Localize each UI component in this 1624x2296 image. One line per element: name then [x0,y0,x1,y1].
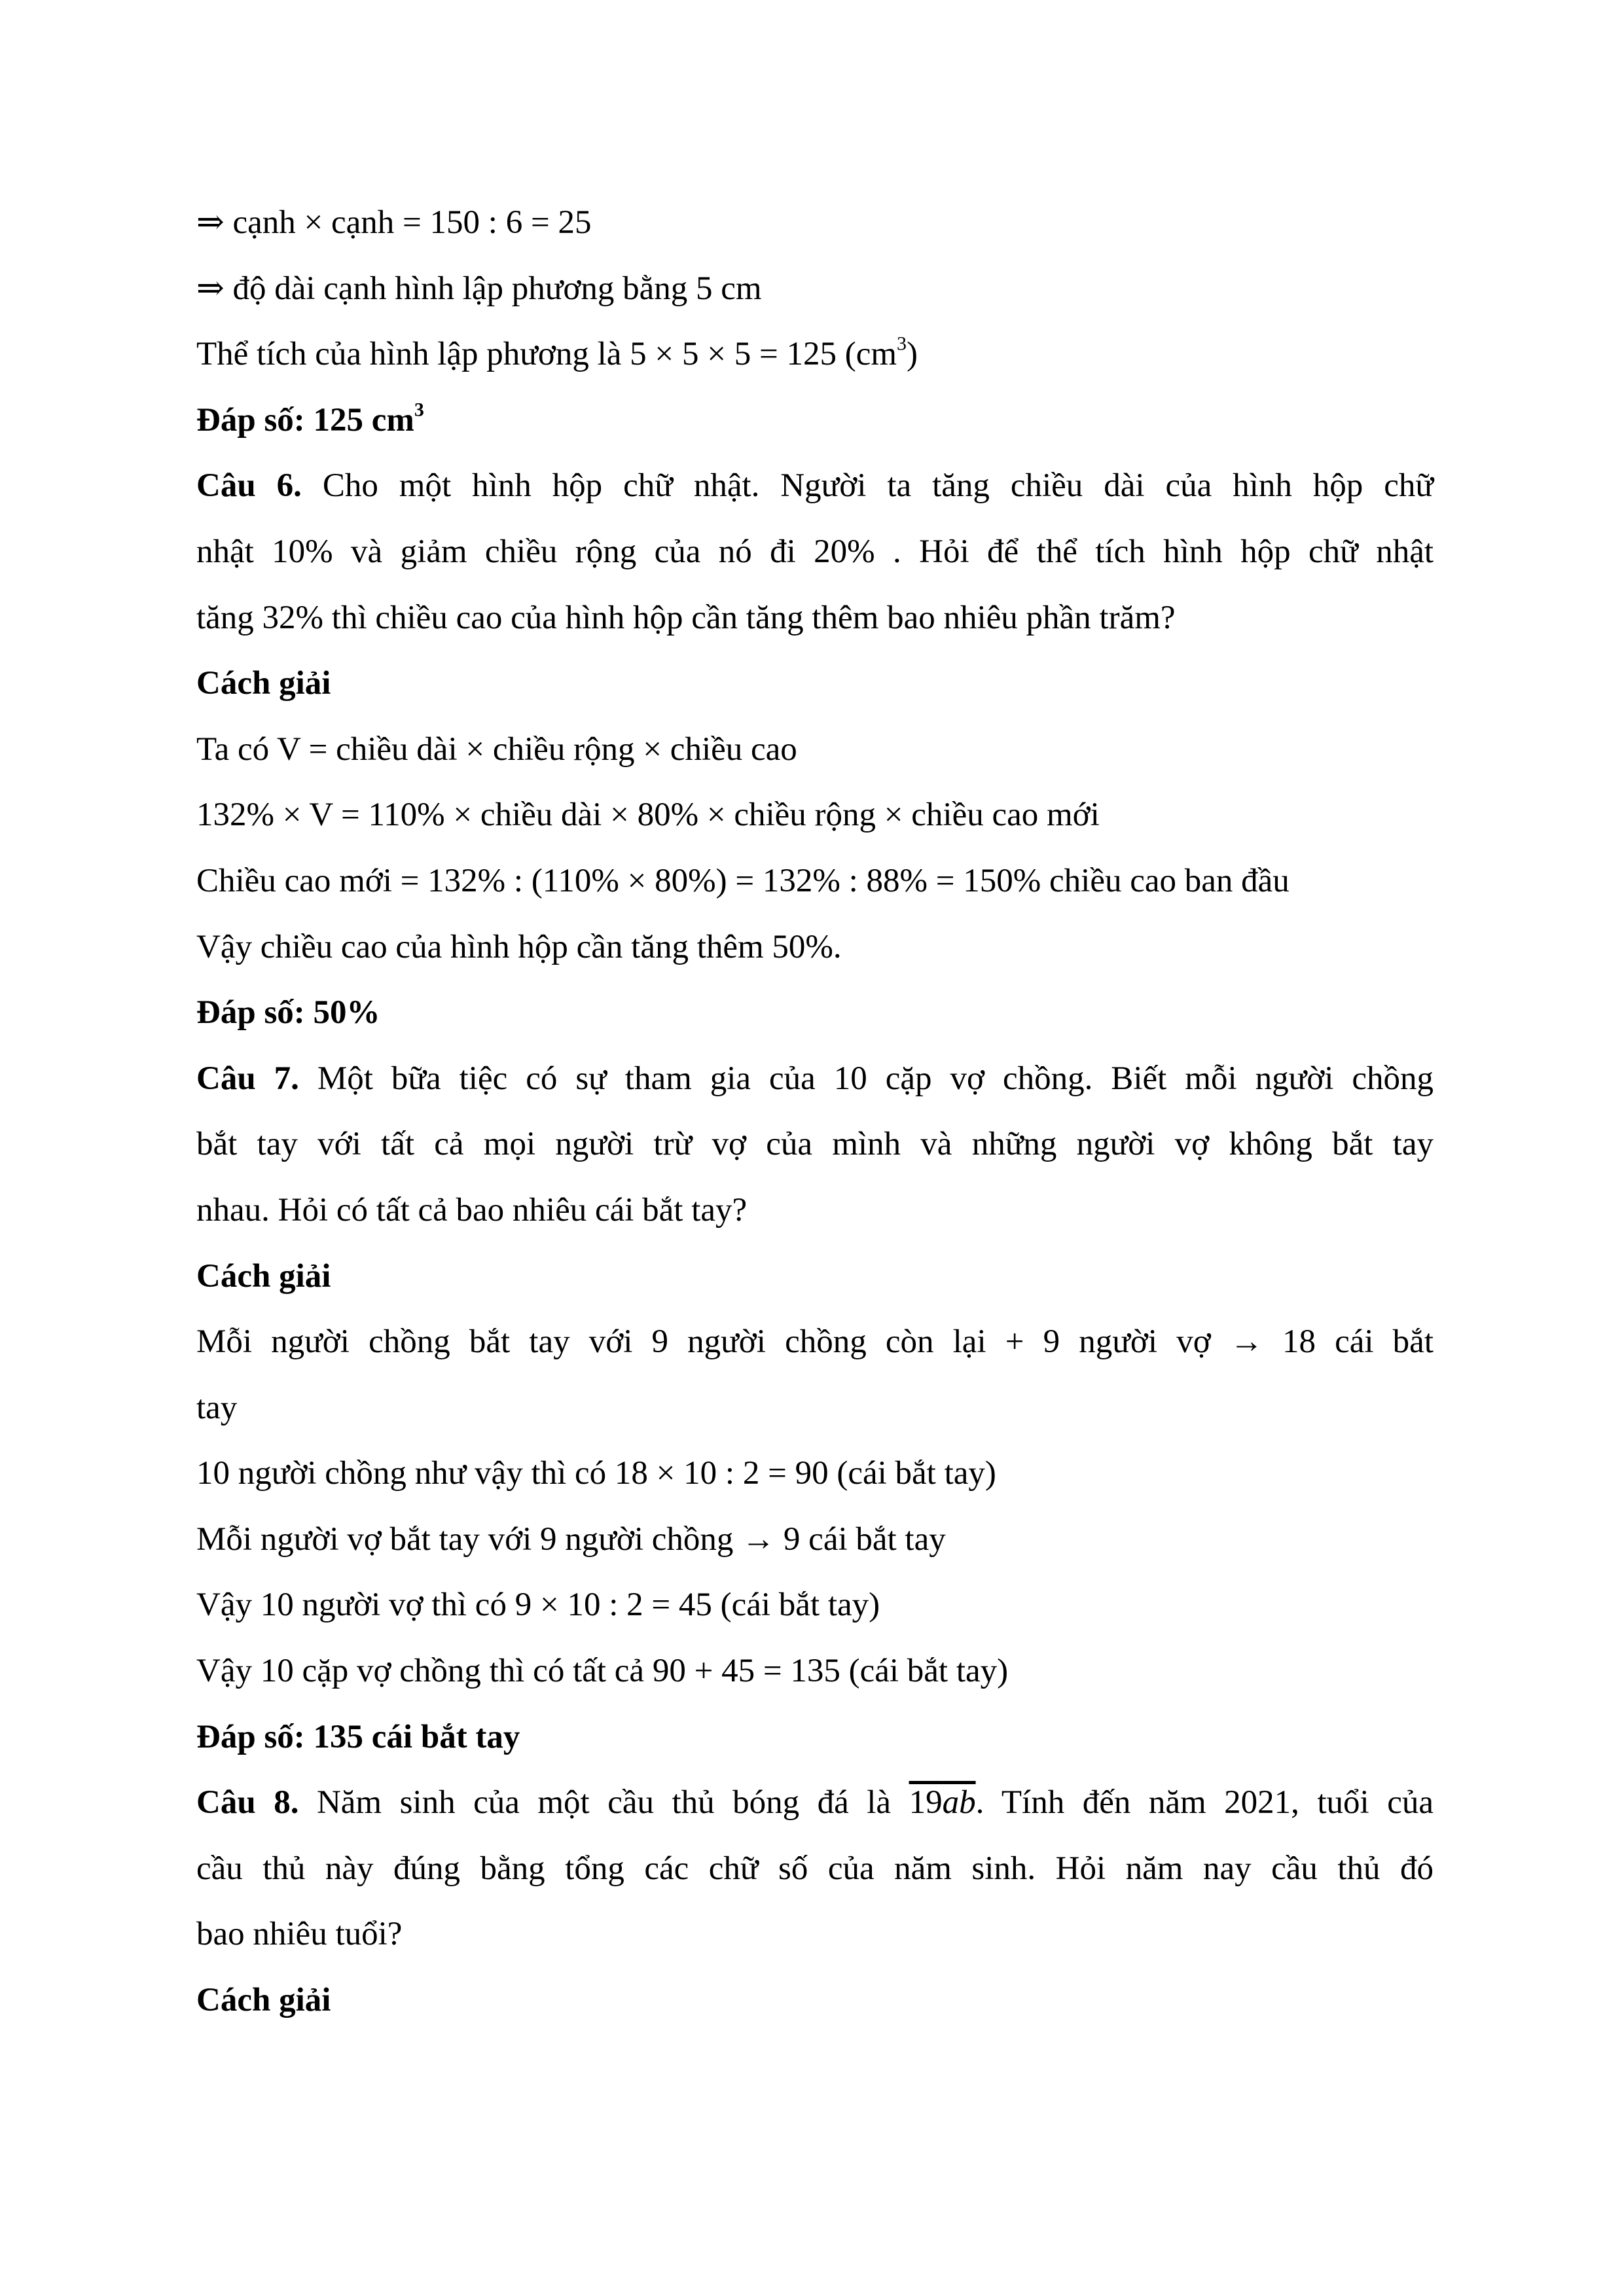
solution-line [196,717,1434,783]
question-text-end: . Tính đến năm 2021, tuổi của [975,1784,1434,1821]
solution-text: Vậy chiều cao của hình hộp cần tăng thêm 50%. [196,928,842,965]
question-text: nhật 10% và giảm chiều rộng của nó đi 20% . Hỏi để thể tích hình hộp chữ nhật [196,533,1434,570]
solution-line [196,782,1434,848]
solution-text: Mỗi người chồng bắt tay với 9 người chồng còn lại + 9 người vợ → 18 cái bắt [196,1323,1434,1361]
solution-text: Vậy 10 cặp vợ chồng thì có tất cả 90 + 45 = 135 (cái bắt tay) [196,1653,1009,1690]
solution-text: tay [196,1389,238,1426]
question-text: Cho một hình hộp chữ nhật. Người ta tăng chiều dài của hình hộp chữ [301,467,1434,505]
answer-line [196,980,1434,1046]
solution-line [196,914,1434,980]
question-line [196,585,1434,651]
solution-text: ⇒ cạnh × cạnh = 150 : 6 = 25 [196,204,592,241]
superscript: 3 [897,332,907,355]
solution-line [196,190,1434,256]
question-text: tăng 32% thì chiều cao của hình hộp cần tăng thêm bao nhiêu phần trăm? [196,599,1176,636]
solution-line [196,848,1434,914]
question-label: Câu 6. [196,467,302,505]
answer-text: Đáp số: 135 cái bắt tay [196,1718,520,1755]
question-text: Một bữa tiệc có sự tham gia của 10 cặp vợ chồng. Biết mỗi người chồng [298,1060,1434,1097]
solution-text: Vậy 10 người vợ thì có 9 × 10 : 2 = 45 (cái bắt tay) [196,1587,880,1624]
solution-line [196,1507,1434,1573]
overline-number [909,1784,976,1821]
question-text: bắt tay với tất cả mọi người trừ vợ của mình và những người vợ không bắt tay [196,1126,1434,1163]
solution-line [196,1638,1434,1704]
answer-text: Đáp số: 125 cm [196,401,414,439]
solution-text: Chiều cao mới = 132% : (110% × 80%) = 132% : 88% = 150% chiều cao ban đầu [196,862,1290,899]
question-line [196,453,1434,519]
solution-text: 10 người chồng như vậy thì có 18 × 10 : 2 = 90 (cái bắt tay) [196,1455,996,1492]
solution-line [196,1441,1434,1507]
question-line [196,1046,1434,1112]
overline-vars: ab [942,1784,976,1821]
section-heading [196,1967,1434,2034]
question-label: Câu 8. [196,1784,299,1821]
answer-line [196,387,1434,454]
question-line [196,1901,1434,1967]
superscript: 3 [414,399,424,421]
answer-text: Đáp số: 50% [196,994,380,1031]
question-text: nhau. Hỏi có tất cả bao nhiêu cái bắt tay? [196,1191,748,1229]
overline-digits: 19 [909,1784,943,1821]
solution-text: Mỗi người vợ bắt tay với 9 người chồng → 9 cái bắt tay [196,1520,946,1558]
question-text: cầu thủ này đúng bằng tổng các chữ số của năm sinh. Hỏi năm nay cầu thủ đó [196,1850,1434,1887]
solution-text: Thể tích của hình lập phương là 5 × 5 × 5 = 125 (cm [196,336,897,373]
solution-text: 132% × V = 110% × chiều dài × 80% × chiều rộng × chiều cao mới [196,797,1100,834]
question-line [196,519,1434,585]
solution-line [196,1309,1434,1375]
heading-text: Cách giải [196,1982,331,2019]
heading-text: Cách giải [196,665,331,702]
section-heading [196,651,1434,717]
question-line [196,1111,1434,1177]
solution-text-end: ) [907,336,918,373]
document-page [196,190,1434,2034]
question-label: Câu 7. [196,1060,299,1097]
solution-line [196,1572,1434,1638]
question-text: bao nhiêu tuổi? [196,1916,403,1953]
answer-line [196,1704,1434,1770]
question-text: Năm sinh của một cầu thủ bóng đá là [298,1784,909,1821]
heading-text: Cách giải [196,1257,331,1295]
solution-line [196,1375,1434,1441]
question-line [196,1836,1434,1902]
solution-line [196,321,1434,387]
question-line [196,1177,1434,1244]
solution-line [196,256,1434,322]
solution-text: Ta có V = chiều dài × chiều rộng × chiều cao [196,730,797,768]
question-line [196,1770,1434,1836]
solution-text: ⇒ độ dài cạnh hình lập phương bằng 5 cm [196,270,762,307]
section-heading [196,1244,1434,1310]
